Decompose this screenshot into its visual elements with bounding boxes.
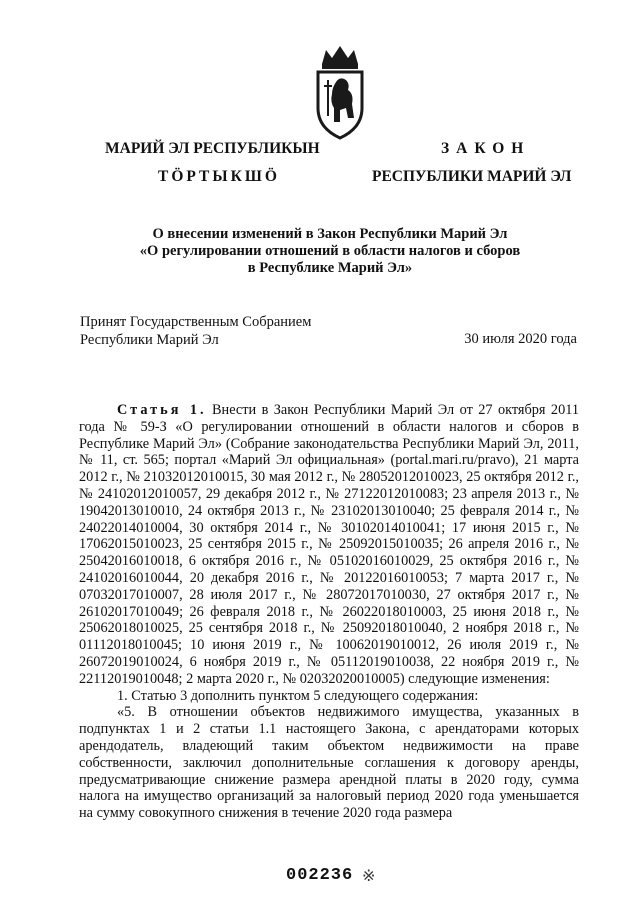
adoption-line: Республики Марий Эл (80, 332, 219, 348)
title-line: в Республике Марий Эл» (247, 260, 413, 276)
registration-number: 002236 (286, 866, 354, 885)
adoption-note (80, 313, 311, 349)
adoption-line: Принят Государственным Собранием (80, 314, 312, 330)
coat-of-arms-emblem (300, 42, 380, 142)
document-title (80, 226, 580, 277)
title-line: «О регулировании отношений в области налогов и сборов (139, 243, 521, 259)
header-law-word: ЗАКОН (441, 140, 531, 157)
footer-mark-icon: ※ (362, 868, 376, 885)
header-law-word-mari: ТӦРТЫКШӦ (158, 168, 280, 185)
article-intro: Внести в Закон Республики Марий Эл от 27 октября 2011 года № 59-З «О регулировании отношений в области налогов и сборов в Республике Марий Эл» (Собрание законодательства Республики Марий Эл, 2011, № 11, ст. 565; портал «Марий Эл официальная» (portal.mari.ru/pravo), 21 марта 2012 г., № 21032012010015, 30 мая 2012 г., № 28052012010023, 25 октября 2012 г., № 24102012010057, 29 декабря 2012 г., № 27122012010083; 23 апреля 2013 г., № 19042013010010, 24 октября 2013 г., № 23102013010040; 25 февраля 2014 г., № 24022014010004, 30 октября 2014 г., № 30102014010041; 17 июня 2015 г., № 17062015010023, 25 сентября 2015 г., № 25092015010035; 26 апреля 2016 г., № 25042016010018, 6 октября 2016 г., № 05102016010029, 25 октября 2016 г., № 24102016010044, 20 декабря 2016 г., № 20122016010053; 7 марта 2017 г., № 07032017010007, 28 июля 2017 г., № 28072017010030, 27 октября 2017 г., № 26102017010049; 26 февраля 2018 г., № 26022018010003, 25 июня 2018 г., № 25062018010025, 25 сентября 2018 г., № 25092018010040, 2 ноября 2018 г., № 01112018010045; 10 июня 2019 г., № 10062019010012, 26 июля 2019 г., № 26072019010024, 6 ноября 2019 г., № 05112019010038, 22 ноября 2019 г., № 22112019010048; 2 марта 2020 г., № 02032020010005) следующие изменения: (79, 402, 579, 687)
article-paragraph (79, 402, 579, 688)
article-item: 1. Статью 3 дополнить пунктом 5 следующего содержания: (117, 687, 479, 704)
article-item-text: «5. В отношении объектов недвижимого имущества, указанных в подпунктах 1 и 2 статьи 1.1 настоящего Закона, с арендаторами которых арендодатель, владеющий таким объектом недвижимости на праве собственности, заключил дополнительные соглашения к договору аренды, предусматривающие снижение размера арендной платы в 2020 году, сумма налога на имущество организаций за налоговый период 2020 года уменьшается на сумму совокупного снижения в течение 2020 года размера (79, 704, 579, 822)
adoption-date: 30 июля 2020 года (464, 331, 577, 347)
header-republic-name: РЕСПУБЛИКИ МАРИЙ ЭЛ (372, 168, 572, 185)
header-republic-name-mari: МАРИЙ ЭЛ РЕСПУБЛИКЫН (105, 140, 320, 157)
article-heading: Статья 1. (117, 402, 207, 418)
title-line: О внесении изменений в Закон Республики Марий Эл (152, 226, 508, 242)
article-body (79, 402, 579, 822)
